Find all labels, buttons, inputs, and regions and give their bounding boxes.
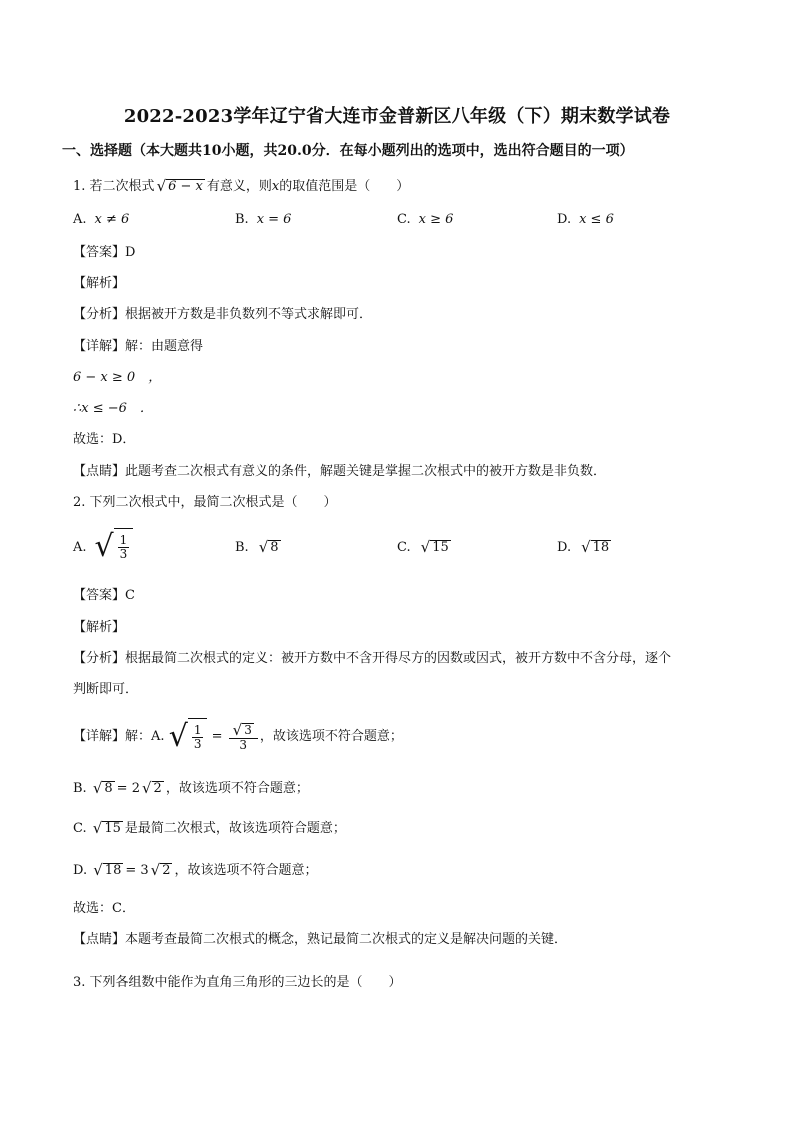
question-number: 3. xyxy=(73,975,86,990)
numerator: 1 xyxy=(193,723,202,738)
q1-option-d xyxy=(557,212,614,227)
option-text: x ≠ 6 xyxy=(94,212,130,227)
question-text: 的取值范围是（ ） xyxy=(279,179,410,194)
sqrt-expression xyxy=(169,718,208,756)
radicand: 2 xyxy=(162,863,171,879)
option-label: B. xyxy=(235,212,249,227)
radical-sign-icon: √ xyxy=(258,538,269,556)
q1-step-1: 6 − x ≥ 0 ， xyxy=(73,370,162,385)
question-number: 1. xyxy=(73,179,86,194)
q1-fenxi xyxy=(73,305,372,325)
sqrt-expression xyxy=(259,540,281,555)
detail-text: 解：A. xyxy=(125,729,165,744)
fenxi-text: 根据被开方数是非负数列不等式求解即可． xyxy=(125,307,373,322)
radicand: 8 xyxy=(270,540,279,555)
option-text: x = 6 xyxy=(256,212,292,227)
option-label: B. xyxy=(235,540,249,556)
q2-fenxi-cont: 判断即可． xyxy=(73,682,139,697)
q2-detail-a xyxy=(73,718,403,756)
question-text: 有意义，则 xyxy=(206,179,272,194)
radicand: 18 xyxy=(104,863,122,879)
fraction xyxy=(118,534,130,560)
detail-text: 是最简二次根式，故该选项符合题意； xyxy=(124,821,346,836)
radical-sign-icon: √ xyxy=(92,779,103,798)
equals-sign: = xyxy=(207,729,227,744)
question-text: 下列各组数中能作为直角三角形的三边长的是（ ） xyxy=(89,975,402,990)
radical-sign-icon: √ xyxy=(141,779,152,798)
detail-tag: 【详解】 xyxy=(73,339,126,354)
q1-option-a xyxy=(73,212,129,227)
question-2-stem xyxy=(73,493,337,513)
comment-text: 此题考查二次根式有意义的条件，解题关键是掌握二次根式中的被开方数是非负数． xyxy=(125,464,607,479)
sqrt-expression xyxy=(93,863,123,878)
detail-text: ，故该选项不符合题意； xyxy=(165,781,309,796)
answer-value: D xyxy=(125,245,136,260)
denominator: 3 xyxy=(119,547,128,561)
q2-option-d xyxy=(557,540,613,555)
q2-comment xyxy=(73,930,567,950)
option-label: C. xyxy=(397,540,411,556)
option-label: D. xyxy=(73,863,88,878)
question-text: 下列二次根式中，最简二次根式是（ ） xyxy=(89,495,337,510)
question-1-stem xyxy=(73,177,409,197)
sqrt-expression xyxy=(93,821,123,836)
variable: x xyxy=(271,179,280,194)
q2-conclusion: 故选：C． xyxy=(73,901,135,916)
radicand: 2 xyxy=(153,781,162,797)
option-label: B. xyxy=(73,781,87,796)
comment-text: 本题考查最简二次根式的概念，熟记最简二次根式的定义是解决问题的关键． xyxy=(125,932,568,947)
radicand: 3 xyxy=(244,722,252,737)
fenxi-tag: 【分析】 xyxy=(73,651,126,666)
radicand: 8 xyxy=(104,781,113,797)
q2-detail-d xyxy=(73,861,318,881)
radical-sign-icon: √ xyxy=(168,719,188,754)
option-text: x ≥ 6 xyxy=(418,212,454,227)
answer-tag: 【答案】 xyxy=(73,245,126,260)
numerator xyxy=(229,720,258,739)
option-label: A. xyxy=(73,539,87,555)
q1-option-c xyxy=(397,212,453,227)
section-heading-choice: 一、选择题（本大题共10小题，共20.0分．在每小题列出的选项中，选出符合题目的一项） xyxy=(62,143,634,159)
fenxi-tag: 【分析】 xyxy=(73,307,126,322)
q2-detail-b xyxy=(73,779,309,799)
sqrt-expression xyxy=(95,528,134,566)
sqrt-expression xyxy=(151,863,173,878)
option-label: D. xyxy=(557,212,572,227)
sqrt-expression xyxy=(142,781,164,796)
q1-conclusion: 故选：D． xyxy=(73,432,136,447)
answer-tag: 【答案】 xyxy=(73,588,126,603)
detail-text: 解：由题意得 xyxy=(125,339,204,354)
question-3-stem xyxy=(73,973,402,993)
sqrt-expression xyxy=(232,720,254,739)
denominator: 3 xyxy=(193,737,202,751)
q2-option-a xyxy=(73,528,133,566)
option-label: D. xyxy=(557,540,572,556)
fenxi-text: 根据最简二次根式的定义：被开方数中不含开得尽方的因数或因式，被开方数中不含分母，逐个 xyxy=(125,651,672,666)
fraction xyxy=(192,724,204,750)
comment-tag: 【点睛】 xyxy=(73,932,126,947)
q1-comment xyxy=(73,462,606,482)
radical-sign-icon: √ xyxy=(420,538,431,556)
sqrt-expression xyxy=(157,179,205,194)
q1-detail xyxy=(73,337,203,357)
q2-answer xyxy=(73,586,135,606)
equation-text: = 3 xyxy=(125,863,149,878)
option-label: A. xyxy=(73,212,87,227)
radical-sign-icon: √ xyxy=(92,819,103,838)
radicand: 15 xyxy=(432,540,449,555)
radical-sign-icon: √ xyxy=(93,861,103,880)
q1-analysis-tag: 【解析】 xyxy=(73,276,126,291)
radical-sign-icon: √ xyxy=(232,720,243,739)
option-label: C. xyxy=(397,212,411,227)
radicand: 18 xyxy=(592,540,610,555)
radicand xyxy=(188,718,208,756)
numerator: 1 xyxy=(119,533,128,548)
option-label: C. xyxy=(73,821,87,836)
sqrt-expression xyxy=(421,540,451,555)
q2-detail-c xyxy=(73,819,346,839)
fraction xyxy=(229,720,258,752)
detail-text: ，故该选项不符合题意； xyxy=(259,729,403,744)
question-number: 2. xyxy=(73,495,86,510)
equation-text: = 2 xyxy=(116,781,140,796)
q1-answer xyxy=(73,243,135,263)
q1-option-b xyxy=(235,212,291,227)
radical-sign-icon: √ xyxy=(156,177,167,196)
sqrt-expression xyxy=(581,540,611,555)
radicand: 6 − x xyxy=(168,179,203,195)
radicand xyxy=(114,528,134,566)
q2-option-b xyxy=(235,540,283,555)
radical-sign-icon: √ xyxy=(150,861,161,880)
radical-sign-icon: √ xyxy=(94,529,114,564)
radical-sign-icon: √ xyxy=(581,538,591,556)
radicand: 15 xyxy=(104,821,121,837)
answer-value: C xyxy=(125,588,135,603)
detail-tag: 【详解】 xyxy=(73,729,126,744)
page-title: 2022-2023学年辽宁省大连市金普新区八年级（下）期末数学试卷 xyxy=(123,106,671,127)
detail-text: ，故该选项不符合题意； xyxy=(174,863,318,878)
q2-fenxi xyxy=(73,649,671,669)
q2-analysis-tag: 【解析】 xyxy=(73,620,126,635)
denominator: 3 xyxy=(239,737,248,752)
q1-step-2: ∴x ≤ −6 ． xyxy=(73,401,153,416)
option-text: x ≤ 6 xyxy=(579,212,614,227)
question-text: 若二次根式 xyxy=(89,179,155,194)
comment-tag: 【点睛】 xyxy=(73,464,126,479)
q2-option-c xyxy=(397,540,453,555)
sqrt-expression xyxy=(93,781,115,796)
